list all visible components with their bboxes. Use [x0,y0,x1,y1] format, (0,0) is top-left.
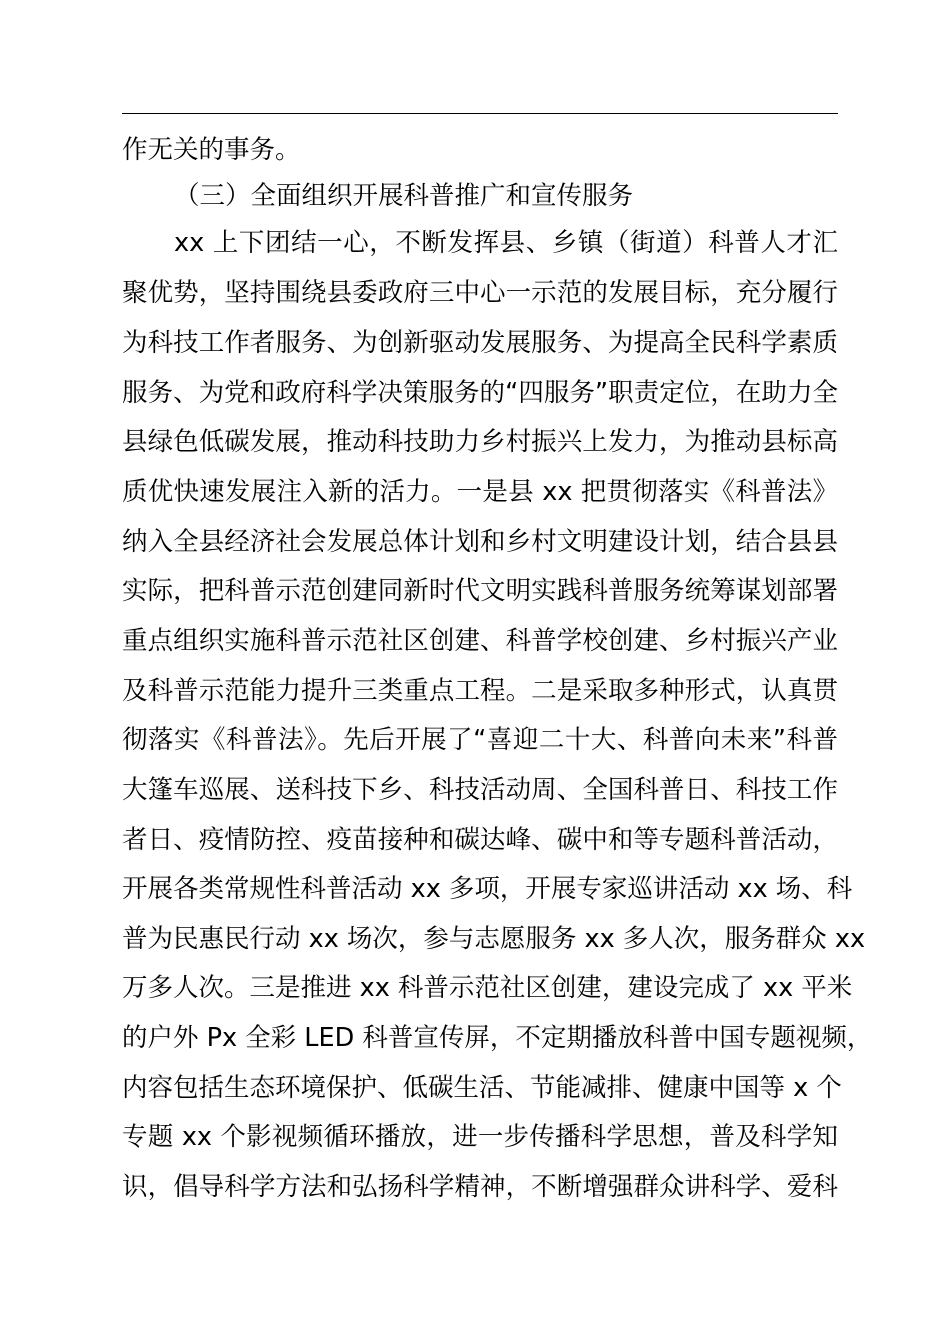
text-line: 作无关的事务。 [122,135,301,165]
text-line: 彻落实《科普法》。先后开展了“喜迎二十大、科普向未来”科普 [122,725,838,755]
text-line: 为科技工作者服务、为创新驱动发展服务、为提高全民科学素质 [122,328,838,358]
text-line: 普为民惠民行动 xx 场次，参与志愿服务 xx 多人次，服务群众 xx [122,924,866,954]
text-line: 内容包括生态环境保护、低碳生活、节能减排、健康中国等 x 个 [122,1073,842,1103]
text-line: 质优快速发展注入新的活力。一是县 xx 把贯彻落实《科普法》 [122,477,838,507]
text-line: 专题 xx 个影视频循环播放，进一步传播科学思想，普及科学知 [122,1122,838,1152]
text-line: 及科普示范能力提升三类重点工程。二是采取多种形式，认真贯 [122,676,838,706]
text-line: 的户外 Px 全彩 LED 科普宣传屏，不定期播放科普中国专题视频， [122,1023,873,1053]
text-line: 县绿色低碳发展，推动科技助力乡村振兴上发力，为推动县标高 [122,427,838,457]
text-line: 识，倡导科学方法和弘扬科学精神，不断增强群众讲科学、爱科 [122,1172,838,1202]
text-line: 重点组织实施科普示范社区创建、科普学校创建、乡村振兴产业 [122,626,838,656]
section-heading: （三）全面组织开展科普推广和宣传服务 [174,181,634,211]
header-rule [122,113,838,114]
text-line: 服务、为党和政府科学决策服务的“四服务”职责定位，在助力全 [122,378,838,408]
text-line: 万多人次。三是推进 xx 科普示范社区创建，建设完成了 xx 平米 [122,973,853,1003]
text-line: 者日、疫情防控、疫苗接种和碳达峰、碳中和等专题科普活动， [122,825,838,855]
text-line: 纳入全县经济社会发展总体计划和乡村文明建设计划，结合县县 [122,527,838,557]
text-line: 大篷车巡展、送科技下乡、科技活动周、全国科普日、科技工作 [122,775,838,805]
text-line: xx 上下团结一心，不断发挥县、乡镇（街道）科普人才汇 [174,228,838,258]
text-line: 聚优势，坚持围绕县委政府三中心一示范的发展目标，充分履行 [122,278,838,308]
text-line: 实际，把科普示范创建同新时代文明实践科普服务统筹谋划部署 [122,576,838,606]
text-line: 开展各类常规性科普活动 xx 多项，开展专家巡讲活动 xx 场、科 [122,874,853,904]
